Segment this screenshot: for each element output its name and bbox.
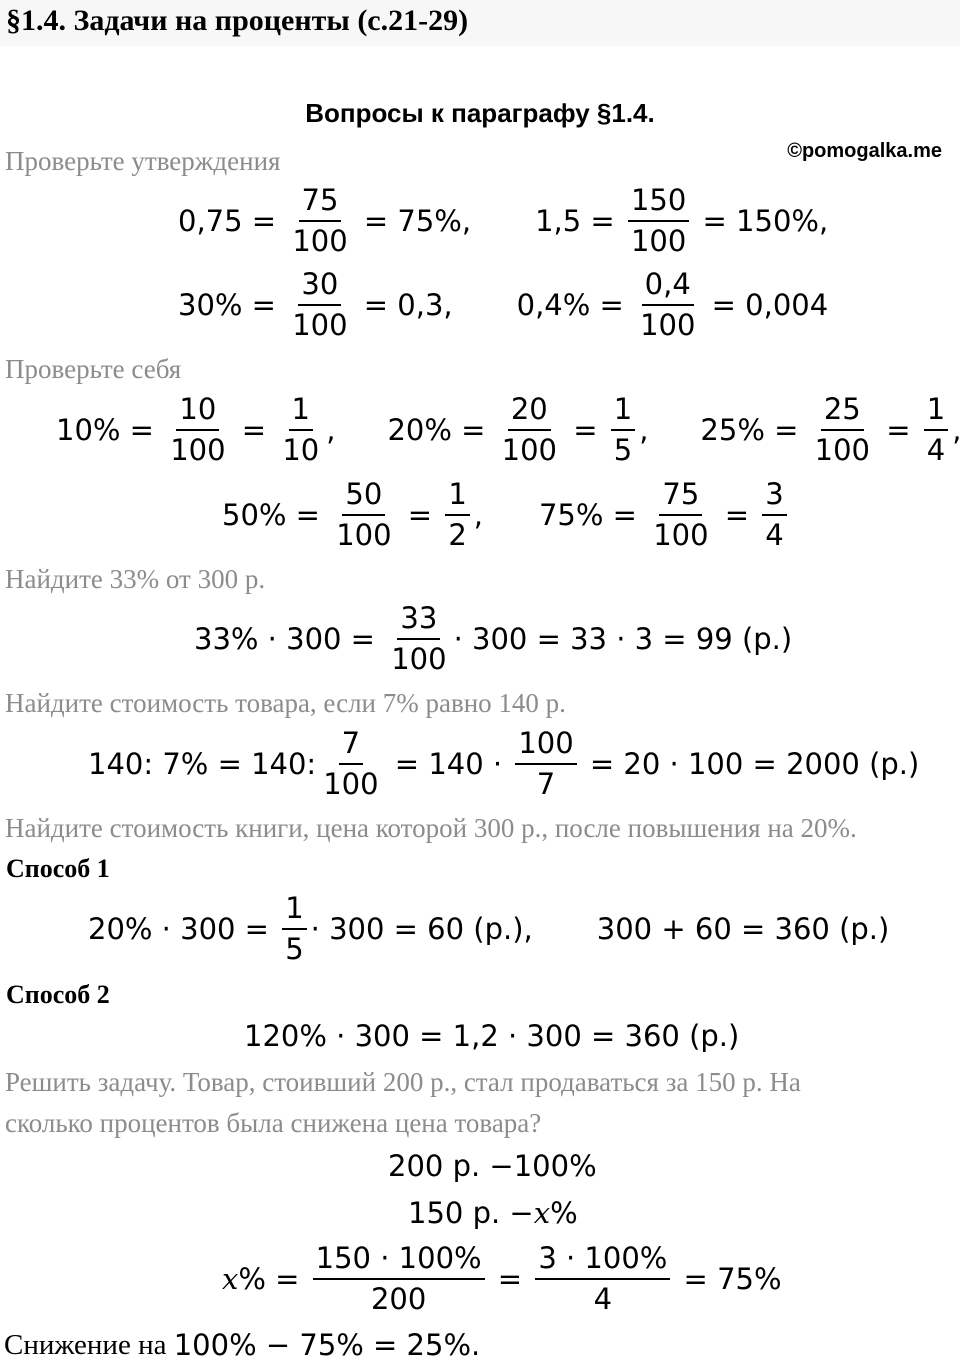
eq-text: = 0,004 bbox=[702, 287, 829, 322]
eq-text: 30% = bbox=[178, 287, 286, 322]
section-heading: Вопросы к параграфу §1.4. bbox=[305, 98, 655, 128]
fraction bbox=[282, 891, 306, 966]
equation-row-1 bbox=[178, 183, 829, 258]
prompt-task-line-2: сколько процентов была снижена цена товара? bbox=[5, 1108, 542, 1138]
prompt-check-yourself: Проверьте себя bbox=[5, 354, 182, 384]
equation-33pct-of-300 bbox=[194, 601, 793, 676]
eq-text: = 0,3, bbox=[354, 287, 453, 322]
fraction bbox=[762, 477, 786, 552]
eq-text: 200 р. −100% bbox=[388, 1149, 597, 1183]
equation-20pct bbox=[387, 392, 649, 467]
equation-solve-x bbox=[222, 1241, 782, 1316]
variable-x: x bbox=[222, 1261, 239, 1296]
eq-text: = bbox=[715, 497, 759, 532]
fraction bbox=[445, 477, 469, 552]
eq-text: 20% = bbox=[387, 412, 495, 447]
fraction bbox=[650, 477, 711, 552]
equation-25pct bbox=[700, 392, 961, 467]
denominator: 100 bbox=[630, 224, 687, 258]
fraction bbox=[320, 726, 381, 801]
answer-expression: 100% − 75% = 25%. bbox=[173, 1328, 481, 1362]
numerator: 1 bbox=[289, 395, 313, 431]
page-title: §1.4. Задачи на проценты (с.21-29) bbox=[6, 4, 469, 37]
fraction bbox=[535, 1241, 670, 1316]
equation-row-2 bbox=[178, 267, 829, 342]
eq-text: , bbox=[326, 412, 336, 447]
eq-text: = bbox=[398, 497, 442, 532]
eq-text: = bbox=[564, 412, 607, 447]
eq-text: · 300 = 60 (р.), bbox=[310, 911, 533, 946]
denominator: 100 bbox=[391, 642, 447, 676]
numerator: 10 bbox=[176, 395, 219, 431]
equation-10pct bbox=[56, 392, 336, 467]
fraction bbox=[279, 392, 322, 467]
variable-x: x bbox=[533, 1196, 551, 1230]
numerator: 1 bbox=[611, 395, 635, 431]
fraction bbox=[313, 1241, 485, 1316]
numerator: 75 bbox=[299, 186, 342, 222]
prompt-task-line-1: Решить задачу. Товар, стоивший 200 р., стал продаваться за 150 р. На bbox=[5, 1067, 801, 1097]
method-1-label: Способ 1 bbox=[6, 854, 110, 883]
fraction bbox=[515, 726, 576, 801]
eq-text: 75% = bbox=[538, 497, 647, 532]
fraction bbox=[388, 601, 449, 676]
denominator: 4 bbox=[926, 433, 946, 467]
denominator: 200 bbox=[370, 1282, 427, 1316]
denominator: 100 bbox=[323, 767, 379, 801]
equation-04pct bbox=[516, 267, 829, 342]
numerator: 1 bbox=[445, 480, 469, 516]
fraction bbox=[289, 183, 350, 258]
numerator: 1 bbox=[924, 395, 948, 431]
numerator: 50 bbox=[342, 480, 385, 516]
numerator: 100 bbox=[515, 729, 576, 765]
denominator: 100 bbox=[292, 308, 348, 342]
eq-text: 0,75 = bbox=[178, 203, 286, 238]
numerator: 20 bbox=[508, 395, 551, 431]
equation-075 bbox=[178, 183, 472, 258]
eq-text: 120% · 300 = 1,2 · 300 = 360 (р.) bbox=[244, 1019, 740, 1053]
equation-50pct bbox=[222, 477, 483, 552]
fraction bbox=[812, 392, 873, 467]
equation-30pct bbox=[178, 267, 453, 342]
fraction bbox=[637, 267, 698, 342]
denominator: 100 bbox=[640, 308, 696, 342]
prompt-check-statements: Проверьте утверждения bbox=[5, 146, 281, 176]
equation-method-2 bbox=[244, 1019, 740, 1053]
denominator: 4 bbox=[765, 518, 784, 552]
denominator: 100 bbox=[501, 433, 557, 467]
denominator: 10 bbox=[282, 433, 320, 467]
eq-text: 1,5 = bbox=[535, 203, 624, 238]
watermark: ©pomogalka.me bbox=[787, 140, 942, 162]
numerator: 150 bbox=[628, 186, 689, 222]
prompt-find-33: Найдите 33% от 300 р. bbox=[5, 564, 266, 594]
equation-row-4 bbox=[222, 477, 791, 552]
eq-text: 140: 7% = 140: bbox=[88, 746, 317, 781]
prompt-find-book: Найдите стоимость книги, цена которой 300 р., после повышения на 20%. bbox=[5, 813, 857, 843]
equation-140-div-7pct bbox=[88, 726, 920, 801]
eq-text: 20% · 300 = bbox=[88, 911, 279, 946]
denominator: 5 bbox=[613, 433, 633, 467]
denominator: 100 bbox=[170, 433, 226, 467]
numerator: 1 bbox=[282, 894, 306, 930]
eq-text: % = bbox=[238, 1261, 309, 1296]
eq-text: 10% = bbox=[56, 412, 164, 447]
fraction bbox=[924, 392, 948, 467]
equation-75pct bbox=[538, 477, 791, 552]
eq-text: 300 + 60 = 360 (р.) bbox=[596, 911, 890, 946]
numerator: 25 bbox=[821, 395, 864, 431]
eq-text: = bbox=[488, 1261, 532, 1296]
eq-text: 25% = bbox=[700, 412, 808, 447]
eq-text: , bbox=[952, 412, 961, 447]
equation-method-1 bbox=[88, 891, 890, 966]
fraction bbox=[289, 267, 350, 342]
eq-text: , bbox=[473, 497, 483, 532]
prompt-find-cost: Найдите стоимость товара, если 7% равно 140 р. bbox=[5, 688, 566, 718]
eq-text: % bbox=[550, 1196, 578, 1230]
equation-15 bbox=[535, 183, 829, 258]
eq-text: , bbox=[639, 412, 649, 447]
fraction bbox=[333, 477, 394, 552]
answer-text: Снижение на bbox=[4, 1328, 174, 1361]
denominator: 100 bbox=[292, 224, 348, 258]
fraction bbox=[499, 392, 560, 467]
numerator: 3 · 100% bbox=[535, 1244, 670, 1280]
fraction bbox=[167, 392, 228, 467]
equation-row-3 bbox=[56, 392, 961, 467]
numerator: 0,4 bbox=[642, 270, 694, 306]
numerator: 3 bbox=[762, 480, 786, 516]
numerator: 33 bbox=[397, 604, 440, 640]
answer-line bbox=[4, 1328, 480, 1362]
eq-text: 0,4% = bbox=[516, 287, 634, 322]
eq-text: = 75% bbox=[674, 1261, 782, 1296]
proportion-line-2 bbox=[408, 1196, 578, 1230]
eq-text: 50% = bbox=[222, 497, 330, 532]
proportion-line-1 bbox=[388, 1149, 597, 1183]
denominator: 100 bbox=[336, 518, 392, 552]
eq-text: 150 р. − bbox=[408, 1196, 534, 1230]
method-2-label: Способ 2 bbox=[6, 980, 110, 1009]
eq-text: 33% · 300 = bbox=[194, 621, 385, 656]
fraction bbox=[611, 392, 635, 467]
denominator: 7 bbox=[536, 767, 556, 801]
eq-text: = 150%, bbox=[693, 203, 829, 238]
denominator: 100 bbox=[814, 433, 870, 467]
fraction bbox=[628, 183, 689, 258]
numerator: 75 bbox=[659, 480, 702, 516]
denominator: 100 bbox=[653, 518, 709, 552]
eq-text: = 140 · bbox=[385, 746, 512, 781]
eq-text: = 20 · 100 = 2000 (р.) bbox=[580, 746, 920, 781]
numerator: 7 bbox=[339, 729, 363, 765]
denominator: 5 bbox=[285, 932, 304, 966]
eq-text: = bbox=[232, 412, 276, 447]
numerator: 150 · 100% bbox=[313, 1244, 485, 1280]
eq-text: = 75%, bbox=[354, 203, 472, 238]
denominator: 4 bbox=[593, 1282, 613, 1316]
eq-text: = bbox=[876, 412, 920, 447]
numerator: 30 bbox=[298, 270, 341, 306]
eq-text: · 300 = 33 · 3 = 99 (р.) bbox=[453, 621, 793, 656]
denominator: 2 bbox=[448, 518, 467, 552]
